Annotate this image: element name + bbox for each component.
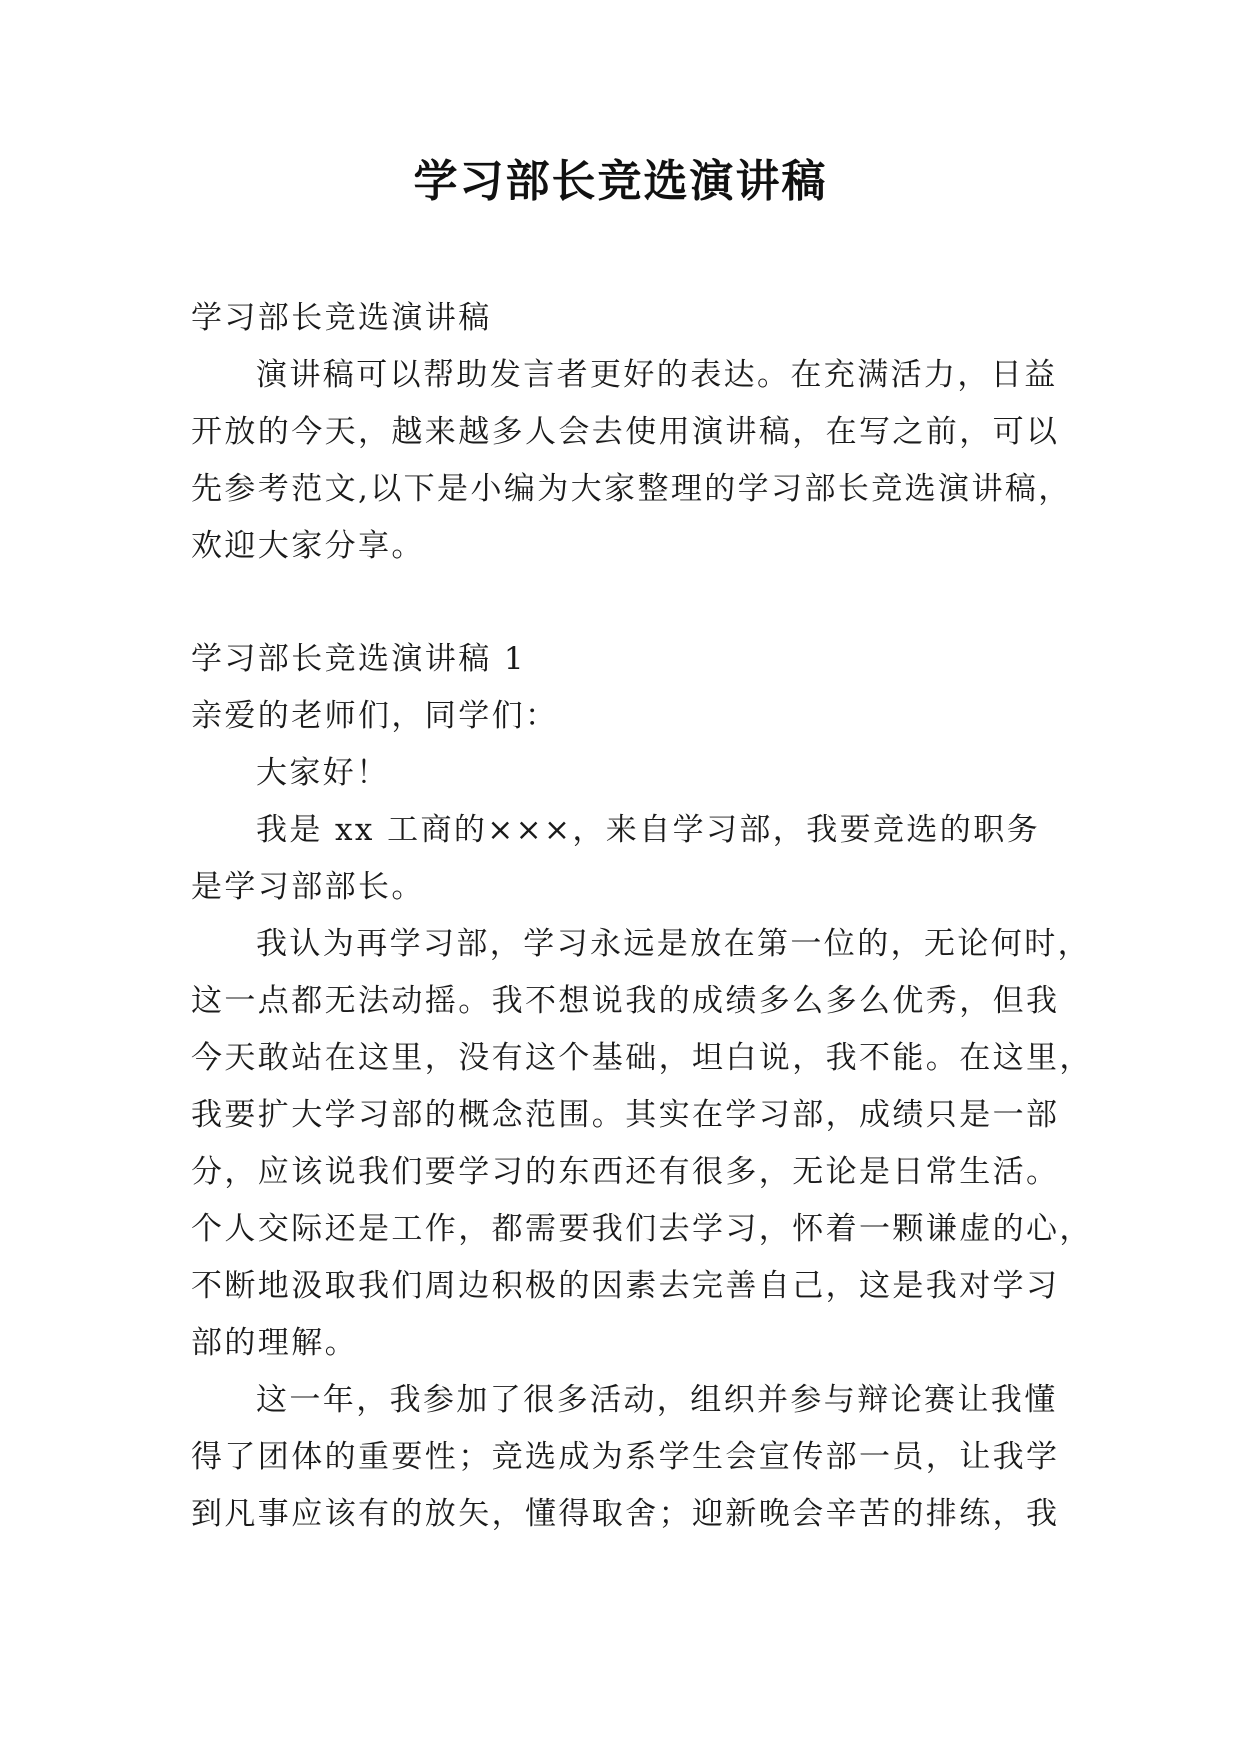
- intro-line: 先参考范文,以下是小编为大家整理的学习部长竞选演讲稿，: [191, 471, 1072, 507]
- intro-line: 演讲稿可以帮助发言者更好的表达。在充满活力，日益: [256, 357, 1058, 393]
- paragraph-line: 这一年，我参加了很多活动，组织并参与辩论赛让我懂: [256, 1382, 1058, 1418]
- paragraph-gap: [191, 575, 1071, 631]
- paragraph-line: 今天敢站在这里，没有这个基础，坦白说，我不能。在这里，: [191, 1040, 1093, 1076]
- paragraph-line: 分，应该说我们要学习的东西还有很多，无论是日常生活。: [191, 1154, 1060, 1190]
- paragraph-line: 得了团体的重要性；竞选成为系学生会宣传部一员，让我学: [191, 1439, 1060, 1475]
- paragraph-line: 我是 xx 工商的×××，来自学习部，我要竞选的职务: [256, 812, 1040, 848]
- greeting-line: 大家好！: [256, 755, 390, 791]
- document-title: 学习部长竞选演讲稿: [413, 156, 828, 207]
- intro-line: 欢迎大家分享。: [191, 528, 425, 564]
- subtitle-line: 学习部长竞选演讲稿: [191, 300, 492, 336]
- paragraph-line: 是学习部部长。: [191, 869, 425, 905]
- paragraph-line: 个人交际还是工作，都需要我们去学习，怀着一颗谦虚的心，: [191, 1211, 1093, 1247]
- document-body: [191, 290, 1093, 1543]
- paragraph-line: 这一点都无法动摇。我不想说我的成绩多么多么优秀，但我: [191, 983, 1060, 1019]
- salutation-line: 亲爱的老师们，同学们：: [191, 698, 559, 734]
- paragraph-line: 部的理解。: [191, 1325, 358, 1361]
- section-heading: 学习部长竞选演讲稿 1: [191, 641, 526, 677]
- paragraph-line: 我要扩大学习部的概念范围。其实在学习部，成绩只是一部: [191, 1097, 1060, 1133]
- paragraph-line: 到凡事应该有的放矢，懂得取舍；迎新晚会辛苦的排练，我: [191, 1496, 1060, 1532]
- paragraph-line: 不断地汲取我们周边积极的因素去完善自己，这是我对学习: [191, 1268, 1060, 1304]
- paragraph-line: 我认为再学习部，学习永远是放在第一位的，无论何时，: [256, 926, 1091, 962]
- intro-line: 开放的今天，越来越多人会去使用演讲稿，在写之前，可以: [191, 414, 1060, 450]
